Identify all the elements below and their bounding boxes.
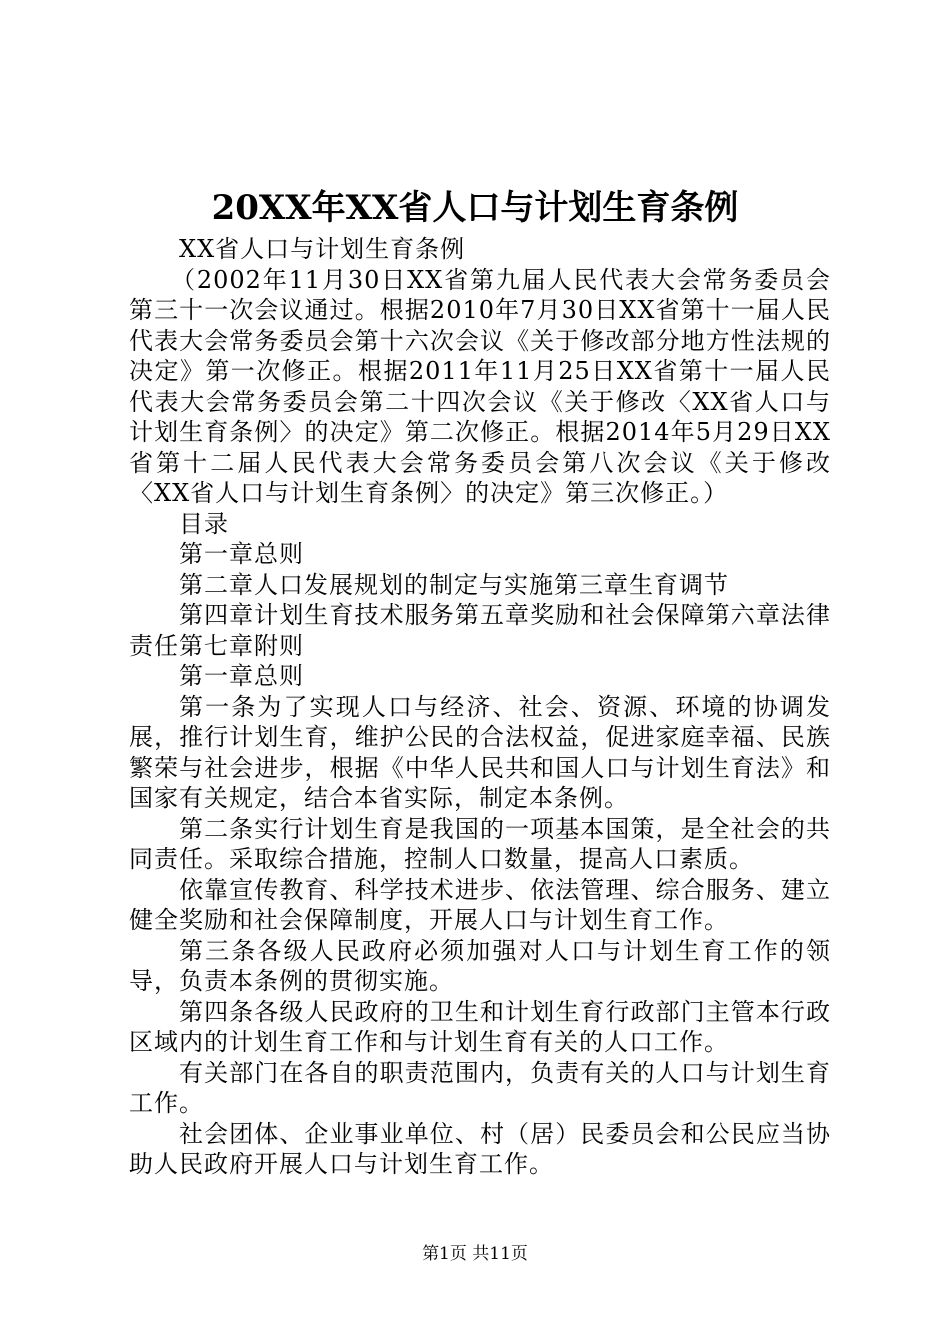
paragraph-toc-chapters-4-7: 第四章计划生育技术服务第五章奖励和社会保障第六章法律责任第七章附则 [129,601,831,660]
paragraph-article-1: 第一条为了实现人口与经济、社会、资源、环境的协调发展，推行计划生育，维护公民的合法权益，促进家庭幸福、民族繁荣与社会进步，根据《中华人民共和国人口与计划生育法》和国家有关规定，结合本省实际，制定本条例。 [129,692,831,812]
paragraph-toc-chapters-2-3: 第二章人口发展规划的制定与实施第三章生育调节 [179,570,729,599]
paragraph-article-4: 第四条各级人民政府的卫生和计划生育行政部门主管本行政区域内的计划生育工作和与计划生育有关的人口工作。 [129,997,831,1056]
paragraph-article-2-continued: 依靠宣传教育、科学技术进步、依法管理、综合服务、建立健全奖励和社会保障制度，开展人口与计划生育工作。 [129,875,831,934]
paragraph-toc-heading: 目录 [179,509,229,538]
document-body [129,234,831,1180]
paragraph-article-4-departments: 有关部门在各自的职责范围内，负责有关的人口与计划生育工作。 [129,1058,831,1117]
paragraph-subtitle: XX省人口与计划生育条例 [179,235,466,263]
paragraph-article-4-society: 社会团体、企业事业单位、村（居）民委员会和公民应当协助人民政府开展人口与计划生育工作。 [129,1119,831,1178]
paragraph-article-3: 第三条各级人民政府必须加强对人口与计划生育工作的领导，负责本条例的贯彻实施。 [129,936,831,995]
document-title: 20XX年XX省人口与计划生育条例 [211,188,739,228]
paragraph-revision-history: （2002年11月30日XX省第九届人民代表大会常务委员会第三十一次会议通过。根据2010年7月30日XX省第十一届人民代表大会常务委员会第十六次会议《关于修改部分地方性法规的决定》第一次修正。根据2011年11月25日XX省第十一届人民代表大会常务委员会第二十四次会议《关于修改〈XX省人口与计划生育条例〉的决定》第二次修正。根据2014年5月29日XX省第十二届人民代表大会常务委员会第八次会议《关于修改〈XX省人口与计划生育条例〉的决定》第三次修正。） [129,265,831,507]
page-footer: 第1页 共11页 [422,1244,528,1264]
paragraph-chapter-1-heading: 第一章总则 [179,662,304,690]
paragraph-toc-chapter-1: 第一章总则 [179,540,304,568]
paragraph-article-2: 第二条实行计划生育是我国的一项基本国策，是全社会的共同责任。采取综合措施，控制人口数量，提高人口素质。 [129,814,831,873]
